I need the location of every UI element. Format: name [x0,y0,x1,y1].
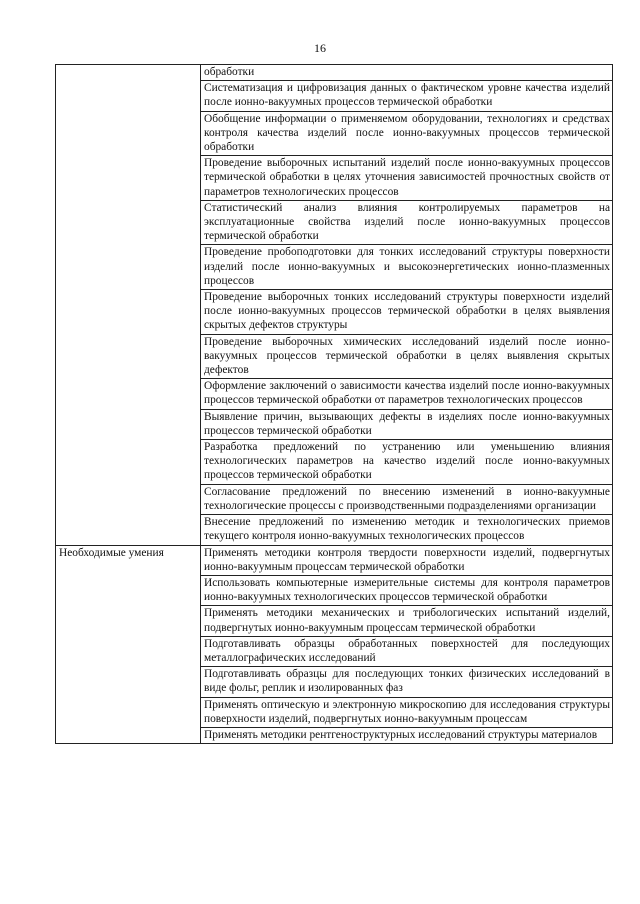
table-cell: Применять методики контроля твердости поверхности изделий, подвергнутых ионно-вакуумным процессам термической обработки [201,545,613,575]
table-cell: Проведение выборочных испытаний изделий после ионно-вакуумных процессов термической обработки в целях уточнения зависимостей прочностных свойств от параметров технологических процессов [201,156,613,201]
table-cell: Проведение выборочных тонких исследований структуры поверхности изделий после ионно-вакуумных процессов термической обработки в целях выявления скрытых дефектов структуры [201,290,613,335]
competency-table-body [56,65,613,744]
table-cell: Проведение выборочных химических исследований изделий после ионно-вакуумных процессов термической обработки в целях выявления скрытых дефектов [201,334,613,379]
competency-table [55,64,613,744]
table-row [56,65,613,81]
table-cell: Применять методики механических и трибологических испытаний изделий, подвергнутых ионно-вакуумным процессам термической обработки [201,606,613,636]
table-cell: Статистический анализ влияния контролируемых параметров на эксплуатационные свойства изделий после ионно-вакуумных процессов термической обработки [201,200,613,245]
section-label: Необходимые умения [56,545,201,744]
table-cell: Использовать компьютерные измерительные системы для контроля параметров ионно-вакуумных технологических процессов термической обработки [201,575,613,605]
table-row [56,545,613,575]
table-cell: Оформление заключений о зависимости качества изделий после ионно-вакуумных процессов термической обработки от параметров технологических процессов [201,379,613,409]
table-cell: Подготавливать образцы для последующих тонких физических исследований в виде фольг, реплик и изолированных фаз [201,667,613,697]
table-cell: Подготавливать образцы обработанных поверхностей для последующих металлографических исследований [201,636,613,666]
table-cell: Внесение предложений по изменению методик и технологических приемов текущего контроля ионно-вакуумных технологических процессов [201,515,613,545]
page-number: 16 [314,41,326,55]
table-cell: Обобщение информации о применяемом оборудовании, технологиях и средствах контроля качества изделий после ионно-вакуумных процессов термической обработки [201,111,613,156]
table-cell: Применять оптическую и электронную микроскопию для исследования структуры поверхности изделий, подвергнутых ионно-вакуумным процессам [201,697,613,727]
table-cell: Разработка предложений по устранению или уменьшению влияния технологических параметров на качество изделий после ионно-вакуумных процессов термической обработки [201,440,613,485]
table-cell: Выявление причин, вызывающих дефекты в изделиях после ионно-вакуумных процессов термической обработки [201,409,613,439]
table-cell: Согласование предложений по внесению изменений в ионно-вакуумные технологические процессы с производственными подразделениями организации [201,484,613,514]
table-cell: Применять методики рентгеноструктурных исследований структуры материалов [201,727,613,743]
section-label [56,65,201,546]
table-cell: Систематизация и цифровизация данных о фактическом уровне качества изделий после ионно-вакуумных процессов термической обработки [201,81,613,111]
table-cell: Проведение пробоподготовки для тонких исследований структуры поверхности изделий после ионно-вакуумных и высокоэнергетических ионно-плазменных процессов [201,245,613,290]
table-cell: обработки [201,65,613,81]
